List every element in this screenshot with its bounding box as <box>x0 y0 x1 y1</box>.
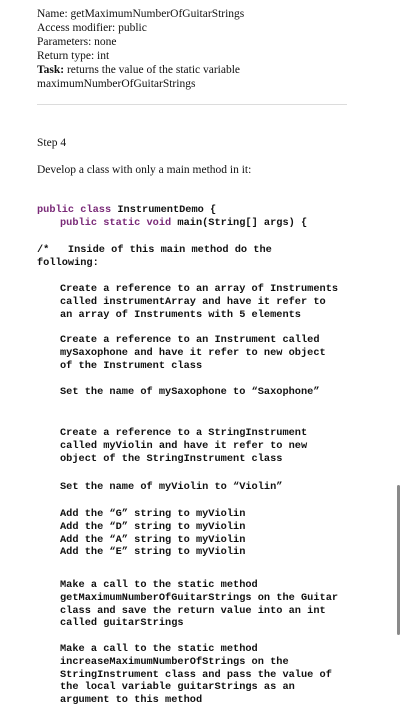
instruction-violin-strings: Add the “G” string to myViolin Add the “D” string to myViolin Add the “A” string to myViolin Add the “E” string to myViolin <box>60 508 246 559</box>
code-line-main <box>60 217 307 230</box>
scrollbar[interactable] <box>397 485 400 635</box>
spec-return-type: Return type: int <box>37 50 110 62</box>
code-line-class <box>37 204 216 217</box>
spec-params: Parameters: none <box>37 36 117 48</box>
code-keyword: public static void <box>60 217 172 229</box>
instruction-violin: Create a reference to a StringInstrument called myViolin and have it refer to new object of the StringInstrument class <box>60 427 308 465</box>
code-comment: /* Inside of this main method do the following: <box>37 244 272 269</box>
spec-task-continued: maximumNumberOfGuitarStrings <box>37 78 196 90</box>
code-text: InstrumentDemo { <box>111 204 217 216</box>
code-text: main(String[] args) { <box>171 217 308 229</box>
spec-name: Name: getMaximumNumberOfGuitarStrings <box>37 8 245 20</box>
task-text: returns the value of the static variable <box>64 64 241 76</box>
instruction-guitar-strings: Make a call to the static method getMaximumNumberOfGuitarStrings on the Guitar class and save the return value into an int called guitarStrings <box>60 579 339 630</box>
section-divider <box>37 104 347 105</box>
spec-access: Access modifier: public <box>37 22 147 34</box>
instruction-saxophone-name: Set the name of mySaxophone to “Saxophone” <box>60 386 320 398</box>
instruction-array: Create a reference to an array of Instruments called instrumentArray and have it refer to an array of Instruments with 5 elements <box>60 283 339 321</box>
instruction-increase-strings: Make a call to the static method increaseMaximumNumberOfStrings on the StringInstrument class and pass the value of the local variable guitarStrings as an argument to this method <box>60 643 332 707</box>
step-description: Develop a class with only a main method in it: <box>37 164 252 176</box>
code-keyword: public class <box>37 204 112 216</box>
method-spec <box>37 7 377 91</box>
task-label: Task: <box>37 64 65 76</box>
spec-task <box>37 63 377 77</box>
instruction-saxophone: Create a reference to an Instrument called mySaxophone and have it refer to new object of the Instrument class <box>60 334 326 372</box>
instruction-violin-name: Set the name of myViolin to “Violin” <box>60 481 283 493</box>
step-title: Step 4 <box>37 137 67 149</box>
